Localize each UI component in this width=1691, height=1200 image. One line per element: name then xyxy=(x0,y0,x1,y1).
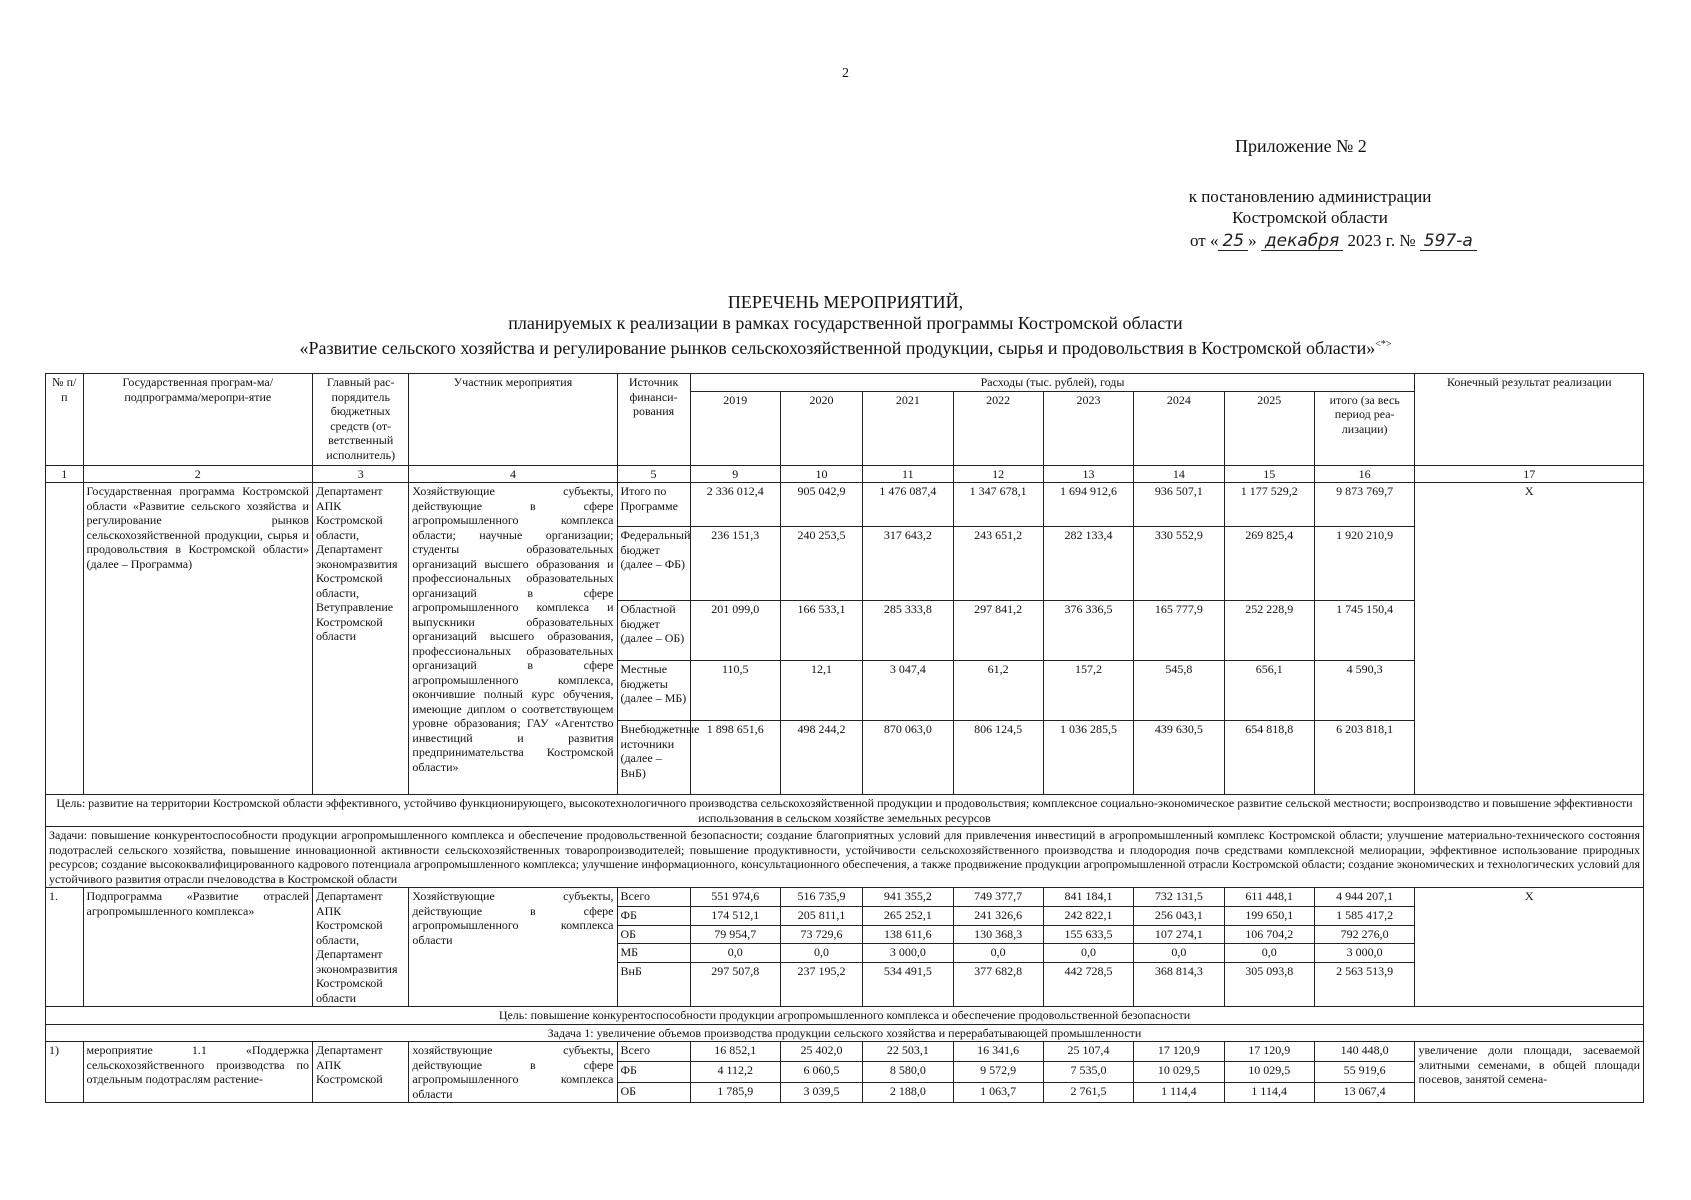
measure-result: увеличение доли площади, засеваемой элитными семенами, в общей площади посевов, занятой семена- xyxy=(1415,1042,1644,1103)
value-cell: 0,0 xyxy=(780,944,862,963)
resolution-date-line xyxy=(1190,231,1477,251)
program-goal: Цель: развитие на территории Костромской области эффективного, устойчиво функционирующего, высокотехнологичного производства сельскохозяйственной продукции и продовольствия; комплексное социально-экономическое развитие сельской местности; воспроизводство и повышение эффективности использования в сельском хозяйстве земельных ресурсов xyxy=(46,795,1644,827)
header-year: 2024 xyxy=(1134,391,1224,465)
appendix-label: Приложение № 2 xyxy=(1235,136,1367,156)
source-label: ФБ xyxy=(617,1062,690,1082)
value-cell: 6 060,5 xyxy=(780,1062,862,1082)
value-cell: 732 131,5 xyxy=(1134,888,1224,907)
value-cell: 252 228,9 xyxy=(1224,601,1314,661)
col-number: 10 xyxy=(780,465,862,483)
value-cell: 155 633,5 xyxy=(1043,925,1133,944)
value-cell: 10 029,5 xyxy=(1134,1062,1224,1082)
measure-row xyxy=(46,1042,1644,1062)
measure-participant: хозяйствующие субъекты, действующие в сфере агропромышленного комплекса области xyxy=(409,1042,617,1103)
program-manager: Департамент АПК Костромской области, Департамент экономразвития Костромской области, Ветуправление Костромской области xyxy=(312,483,408,795)
value-cell: 61,2 xyxy=(953,661,1043,721)
title-footnote-mark: <*> xyxy=(1375,339,1392,350)
value-cell: 534 491,5 xyxy=(863,963,953,1007)
tasks-row xyxy=(46,827,1644,888)
value-cell: 3 047,4 xyxy=(863,661,953,721)
column-number-row xyxy=(46,465,1644,483)
value-cell: 654 818,8 xyxy=(1224,721,1314,795)
value-cell: 0,0 xyxy=(1134,944,1224,963)
col-number: 2 xyxy=(83,465,312,483)
value-cell: 1 694 912,6 xyxy=(1043,483,1133,527)
col-number: 5 xyxy=(617,465,690,483)
subprogram-name: Подпрограмма «Развитие отраслей агропромышленного комплекса» xyxy=(83,888,312,1007)
handwritten-number: 597-а xyxy=(1420,232,1477,251)
value-cell: 282 133,4 xyxy=(1043,527,1133,601)
header-manager: Главный рас-порядитель бюджетных средств (от-ветственный исполнитель) xyxy=(312,374,408,466)
value-cell: 205 811,1 xyxy=(780,906,862,925)
value-cell: 12,1 xyxy=(780,661,862,721)
col-number: 14 xyxy=(1134,465,1224,483)
value-cell: 166 533,1 xyxy=(780,601,862,661)
value-cell: 8 580,0 xyxy=(863,1062,953,1082)
col-number: 4 xyxy=(409,465,617,483)
document-title xyxy=(0,292,1691,359)
value-cell: 106 704,2 xyxy=(1224,925,1314,944)
date-year: 2023 г. № xyxy=(1347,231,1416,250)
title-line-1: ПЕРЕЧЕНЬ МЕРОПРИЯТИЙ, xyxy=(727,292,964,312)
value-cell: 498 244,2 xyxy=(780,721,862,795)
value-cell: 22 503,1 xyxy=(863,1042,953,1062)
header-year: 2021 xyxy=(863,391,953,465)
value-cell: 4 590,3 xyxy=(1314,661,1415,721)
col-number: 17 xyxy=(1415,465,1644,483)
value-cell: 551 974,6 xyxy=(690,888,780,907)
program-participant: Хозяйствующие субъекты, действующие в сфере агропромышленного комплекса области; научные организации; студенты образовательных организаций высшего образования и профессиональных образовательных организаций в сфере агропромышленного комплекса и выпускники образовательных организаций высшего образования, профессиональных образовательных организаций в сфере агропромышленного комплекса, окончившие полный курс обучения, имеющие диплом о соответствующем уровне образования; ГАУ «Агентство инвестиций и развития предпринимательства Костромской области» xyxy=(409,483,617,795)
value-cell: 1 114,4 xyxy=(1134,1082,1224,1102)
value-cell: 1 476 087,4 xyxy=(863,483,953,527)
value-cell: 3 000,0 xyxy=(863,944,953,963)
source-label: Местные бюджеты (далее – МБ) xyxy=(617,661,690,721)
value-cell: 285 333,8 xyxy=(863,601,953,661)
header-year: 2023 xyxy=(1043,391,1133,465)
date-mid: » xyxy=(1248,231,1257,250)
header-year: 2022 xyxy=(953,391,1043,465)
header-year: 2025 xyxy=(1224,391,1314,465)
program-name: Государственная программа Костромской области «Развитие сельского хозяйства и регулирование рынков сельскохозяйственной продукции, сырья и продовольствия в Костромской области» (далее – Программа) xyxy=(83,483,312,795)
value-cell: 7 535,0 xyxy=(1043,1062,1133,1082)
source-label: Внебюджетные источники (далее – ВнБ) xyxy=(617,721,690,795)
resolution-caption xyxy=(1150,186,1470,228)
page-number: 2 xyxy=(842,66,849,81)
subprogram-row xyxy=(46,888,1644,907)
value-cell: 242 822,1 xyxy=(1043,906,1133,925)
value-cell: 1 920 210,9 xyxy=(1314,527,1415,601)
value-cell: 4 112,2 xyxy=(690,1062,780,1082)
value-cell: 905 042,9 xyxy=(780,483,862,527)
value-cell: 2 563 513,9 xyxy=(1314,963,1415,1007)
value-cell: 174 512,1 xyxy=(690,906,780,925)
value-cell: 1 785,9 xyxy=(690,1082,780,1102)
value-cell: 870 063,0 xyxy=(863,721,953,795)
value-cell: 3 000,0 xyxy=(1314,944,1415,963)
value-cell: 2 336 012,4 xyxy=(690,483,780,527)
header-participant: Участник мероприятия xyxy=(409,374,617,466)
date-prefix: от « xyxy=(1190,231,1219,250)
value-cell: 9 873 769,7 xyxy=(1314,483,1415,527)
program-row xyxy=(46,483,1644,527)
source-label: Областной бюджет (далее – ОБ) xyxy=(617,601,690,661)
value-cell: 317 643,2 xyxy=(863,527,953,601)
header-num: № п/п xyxy=(46,374,84,466)
col-number: 15 xyxy=(1224,465,1314,483)
value-cell: 1 063,7 xyxy=(953,1082,1043,1102)
value-cell: 13 067,4 xyxy=(1314,1082,1415,1102)
header-result: Конечный результат реализации xyxy=(1415,374,1644,466)
value-cell: 17 120,9 xyxy=(1134,1042,1224,1062)
value-cell: 241 326,6 xyxy=(953,906,1043,925)
subprogram-result: Х xyxy=(1415,888,1644,1007)
source-label: Всего xyxy=(617,888,690,907)
col-number: 11 xyxy=(863,465,953,483)
program-num-cell xyxy=(46,483,84,795)
value-cell: 0,0 xyxy=(690,944,780,963)
value-cell: 3 039,5 xyxy=(780,1082,862,1102)
handwritten-day: 25 xyxy=(1218,232,1248,251)
value-cell: 376 336,5 xyxy=(1043,601,1133,661)
measure-num: 1) xyxy=(46,1042,84,1103)
value-cell: 749 377,7 xyxy=(953,888,1043,907)
value-cell: 0,0 xyxy=(1224,944,1314,963)
value-cell: 1 036 285,5 xyxy=(1043,721,1133,795)
value-cell: 792 276,0 xyxy=(1314,925,1415,944)
value-cell: 110,5 xyxy=(690,661,780,721)
value-cell: 936 507,1 xyxy=(1134,483,1224,527)
col-number: 1 xyxy=(46,465,84,483)
title-line-3-text: «Развитие сельского хозяйства и регулирование рынков сельскохозяйственной продукции, сырья и продовольствия в Костромской области» xyxy=(299,338,1376,358)
value-cell: 377 682,8 xyxy=(953,963,1043,1007)
value-cell: 806 124,5 xyxy=(953,721,1043,795)
value-cell: 243 651,2 xyxy=(953,527,1043,601)
value-cell: 941 355,2 xyxy=(863,888,953,907)
value-cell: 297 841,2 xyxy=(953,601,1043,661)
value-cell: 140 448,0 xyxy=(1314,1042,1415,1062)
value-cell: 368 814,3 xyxy=(1134,963,1224,1007)
header-expenses: Расходы (тыс. рублей), годы xyxy=(690,374,1415,392)
subprogram-num: 1. xyxy=(46,888,84,1007)
subprogram-participant: Хозяйствующие субъекты, действующие в сфере агропромышленного комплекса области xyxy=(409,888,617,1007)
source-label: Всего xyxy=(617,1042,690,1062)
title-line-3 xyxy=(0,334,1691,359)
source-label: Федеральный бюджет (далее – ФБ) xyxy=(617,527,690,601)
value-cell: 0,0 xyxy=(1043,944,1133,963)
resolution-line-2: Костромской области xyxy=(1232,208,1388,227)
value-cell: 4 944 207,1 xyxy=(1314,888,1415,907)
value-cell: 17 120,9 xyxy=(1224,1042,1314,1062)
subprogram-goal-row xyxy=(46,1007,1644,1025)
value-cell: 611 448,1 xyxy=(1224,888,1314,907)
value-cell: 442 728,5 xyxy=(1043,963,1133,1007)
measures-table xyxy=(45,373,1644,1103)
header-source: Источник финанси-рования xyxy=(617,374,690,466)
value-cell: 0,0 xyxy=(953,944,1043,963)
col-number: 16 xyxy=(1314,465,1415,483)
value-cell: 130 368,3 xyxy=(953,925,1043,944)
value-cell: 10 029,5 xyxy=(1224,1062,1314,1082)
value-cell: 330 552,9 xyxy=(1134,527,1224,601)
value-cell: 107 274,1 xyxy=(1134,925,1224,944)
resolution-line-1: к постановлению администрации xyxy=(1188,187,1432,206)
subprogram-goal: Цель: повышение конкурентоспособности продукции агропромышленного комплекса и обеспечение продовольственной безопасности xyxy=(46,1007,1644,1025)
value-cell: 237 195,2 xyxy=(780,963,862,1007)
program-tasks: Задачи: повышение конкурентоспособности продукции агропромышленного комплекса и обеспечение продовольственной безопасности; создание благоприятных условий для привлечения инвестиций в агропромышленный комплекс Костромской области; улучшение материально-технического состояния подотраслей сельского хозяйства, повышение инновационной активности сельскохозяйственных товаропроизводителей; повышение продуктивности, устойчивости сельскохозяйственного производства и плодородия почв средствами комплексной мелиорации, эффективное использование природных ресурсов; создание высококвалифицированного кадрового потенциала агропромышленного комплекса; улучшение информационного, консультационного обеспечения, а также продвижение продукции агропромышленной отрасли Костромской области; создание экономических и технологических условий для устойчивого развития отрасли пчеловодства в Костромской области xyxy=(46,827,1644,888)
table-header-row-1 xyxy=(46,374,1644,392)
value-cell: 439 630,5 xyxy=(1134,721,1224,795)
value-cell: 841 184,1 xyxy=(1043,888,1133,907)
value-cell: 265 252,1 xyxy=(863,906,953,925)
value-cell: 2 188,0 xyxy=(863,1082,953,1102)
value-cell: 199 650,1 xyxy=(1224,906,1314,925)
source-label: ФБ xyxy=(617,906,690,925)
value-cell: 157,2 xyxy=(1043,661,1133,721)
value-cell: 165 777,9 xyxy=(1134,601,1224,661)
value-cell: 305 093,8 xyxy=(1224,963,1314,1007)
col-number: 12 xyxy=(953,465,1043,483)
source-label: ВнБ xyxy=(617,963,690,1007)
value-cell: 16 341,6 xyxy=(953,1042,1043,1062)
source-label: МБ xyxy=(617,944,690,963)
goal-row xyxy=(46,795,1644,827)
col-number: 9 xyxy=(690,465,780,483)
value-cell: 656,1 xyxy=(1224,661,1314,721)
value-cell: 55 919,6 xyxy=(1314,1062,1415,1082)
handwritten-month: декабря xyxy=(1261,232,1343,251)
value-cell: 73 729,6 xyxy=(780,925,862,944)
value-cell: 138 611,6 xyxy=(863,925,953,944)
title-line-2: планируемых к реализации в рамках государственной программы Костромской области xyxy=(508,313,1183,333)
value-cell: 545,8 xyxy=(1134,661,1224,721)
subprogram-manager: Департамент АПК Костромской области, Департамент экономразвития Костромской области xyxy=(312,888,408,1007)
value-cell: 236 151,3 xyxy=(690,527,780,601)
value-cell: 297 507,8 xyxy=(690,963,780,1007)
value-cell: 9 572,9 xyxy=(953,1062,1043,1082)
value-cell: 1 114,4 xyxy=(1224,1082,1314,1102)
value-cell: 79 954,7 xyxy=(690,925,780,944)
value-cell: 269 825,4 xyxy=(1224,527,1314,601)
value-cell: 1 585 417,2 xyxy=(1314,906,1415,925)
header-total: итого (за весь период реа-лизации) xyxy=(1314,391,1415,465)
value-cell: 1 898 651,6 xyxy=(690,721,780,795)
source-label: ОБ xyxy=(617,925,690,944)
value-cell: 6 203 818,1 xyxy=(1314,721,1415,795)
value-cell: 1 745 150,4 xyxy=(1314,601,1415,661)
header-program: Государственная програм-ма/подпрограмма/меропри-ятие xyxy=(83,374,312,466)
value-cell: 16 852,1 xyxy=(690,1042,780,1062)
task-1: Задача 1: увеличение объемов производства продукции сельского хозяйства и перерабатывающей промышленности xyxy=(46,1024,1644,1042)
value-cell: 25 107,4 xyxy=(1043,1042,1133,1062)
program-result: Х xyxy=(1415,483,1644,795)
value-cell: 516 735,9 xyxy=(780,888,862,907)
value-cell: 1 347 678,1 xyxy=(953,483,1043,527)
col-number: 3 xyxy=(312,465,408,483)
measure-name: мероприятие 1.1 «Поддержка сельскохозяйственного производства по отдельным подотраслям растение- xyxy=(83,1042,312,1103)
measure-manager: Департамент АПК Костромской xyxy=(312,1042,408,1103)
source-label: ОБ xyxy=(617,1082,690,1102)
task1-row xyxy=(46,1024,1644,1042)
value-cell: 201 099,0 xyxy=(690,601,780,661)
value-cell: 240 253,5 xyxy=(780,527,862,601)
source-label: Итого по Программе xyxy=(617,483,690,527)
value-cell: 256 043,1 xyxy=(1134,906,1224,925)
value-cell: 1 177 529,2 xyxy=(1224,483,1314,527)
value-cell: 25 402,0 xyxy=(780,1042,862,1062)
header-year: 2020 xyxy=(780,391,862,465)
col-number: 13 xyxy=(1043,465,1133,483)
value-cell: 2 761,5 xyxy=(1043,1082,1133,1102)
header-year: 2019 xyxy=(690,391,780,465)
